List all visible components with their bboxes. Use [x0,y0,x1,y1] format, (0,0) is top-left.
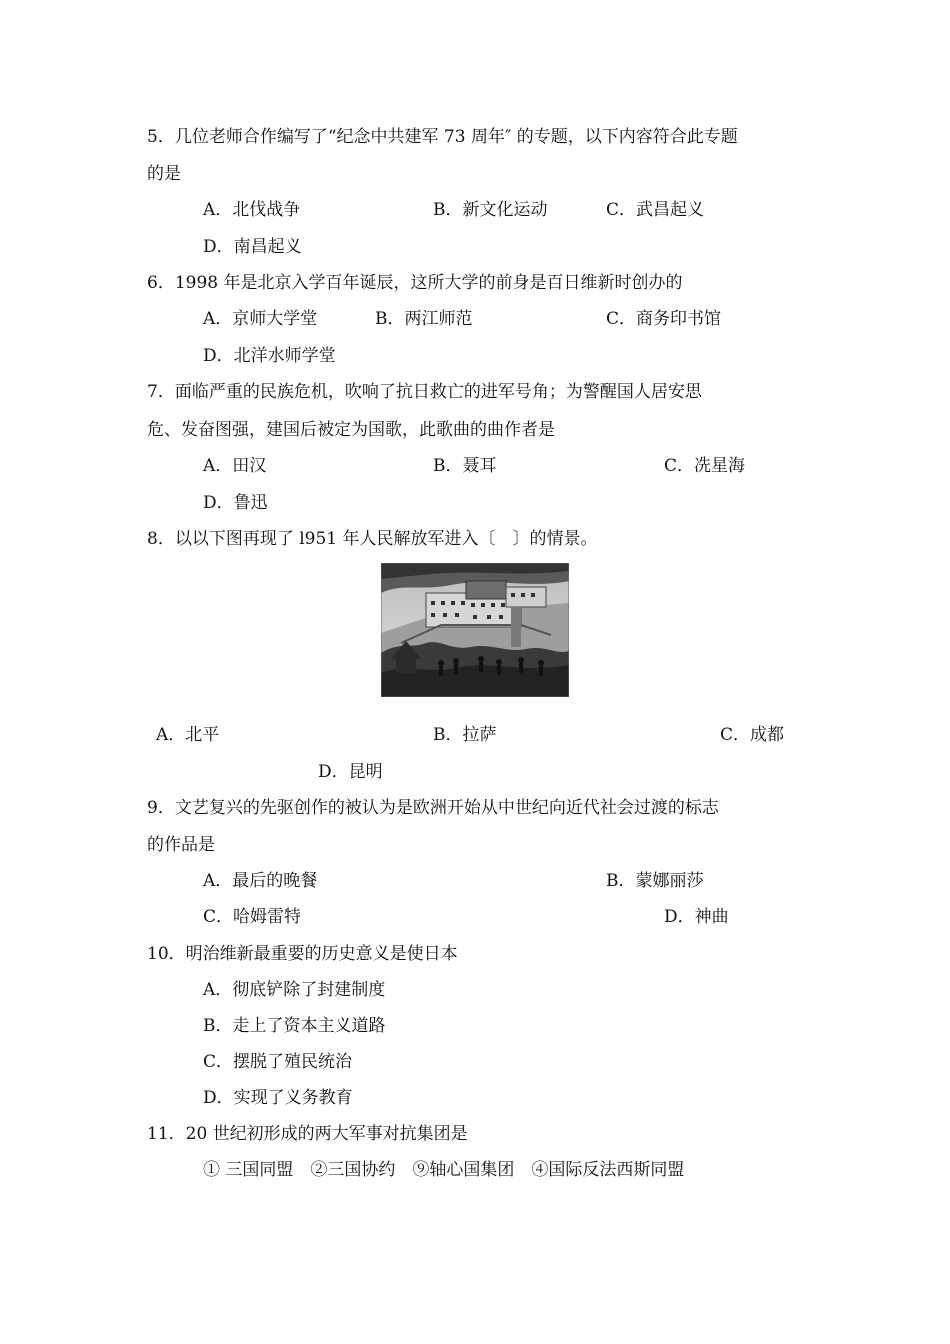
q9-stem-line1: 9．文艺复兴的先驱创作的被认为是欧洲开始从中世纪向近代社会过渡的标志 [147,798,719,818]
q7-option-d: D．鲁迅 [203,493,268,513]
q6-option-b: B．两江师范 [375,309,473,329]
q9-option-a: A．最后的晚餐 [203,871,318,891]
q10-option-c: C．摆脱了殖民统治 [203,1052,353,1072]
q5-stem-line1: 5．几位老师合作编写了“纪念中共建军 73 周年″ 的专题，以下内容符合此专题 [147,127,738,147]
q8-stem: 8．以以下图再现了 l951 年人民解放军进入〔 〕的情景。 [147,529,598,549]
q6-option-a: A．京师大学堂 [203,309,318,329]
q5-option-d: D．南昌起义 [203,237,302,257]
q11-stem: 11．20 世纪初形成的两大军事对抗集团是 [147,1124,468,1144]
q6-option-d: D．北洋水师学堂 [203,346,336,366]
q10-option-d: D．实现了义务教育 [203,1088,353,1108]
q7-stem-line2: 危、发奋图强，建国后被定为国歌，此歌曲的曲作者是 [147,420,555,440]
q9-option-d: D．神曲 [664,907,729,927]
q6-option-c: C．商务印书馆 [606,309,722,329]
q7-stem-line1: 7．面临严重的民族危机，吹响了抗日救亡的进军号角；为警醒国人居安思 [147,382,702,402]
q5-stem-line2: 的是 [147,164,181,184]
q8-option-c: C．成都 [720,725,785,745]
q5-option-a: A．北伐战争 [203,200,301,220]
q8-option-d: D．昆明 [318,762,383,782]
q11-choices: ① 三国同盟 ②三国协约 ⑨轴心国集团 ④国际反法西斯同盟 [203,1160,685,1180]
q8-option-a: A．北平 [156,725,220,745]
q9-stem-line2: 的作品是 [147,835,215,855]
potala-palace-photo [381,563,569,697]
q5-option-c: C．武昌起义 [606,200,705,220]
q9-option-b: B．蒙娜丽莎 [606,871,704,891]
q8-option-b: B．拉萨 [433,725,497,745]
q7-option-c: C．冼星海 [664,456,746,476]
q10-option-a: A．彻底铲除了封建制度 [203,980,386,1000]
q6-stem: 6．1998 年是北京入学百年诞辰，这所大学的前身是百日维新时创办的 [147,273,683,293]
q5-option-b: B．新文化运动 [433,200,548,220]
q7-option-a: A．田汉 [203,456,267,476]
q10-option-b: B．走上了资本主义道路 [203,1016,386,1036]
q9-option-c: C．哈姆雷特 [203,907,302,927]
q7-option-b: B．聂耳 [433,456,497,476]
q10-stem: 10．明治维新最重要的历史意义是使日本 [147,944,458,964]
